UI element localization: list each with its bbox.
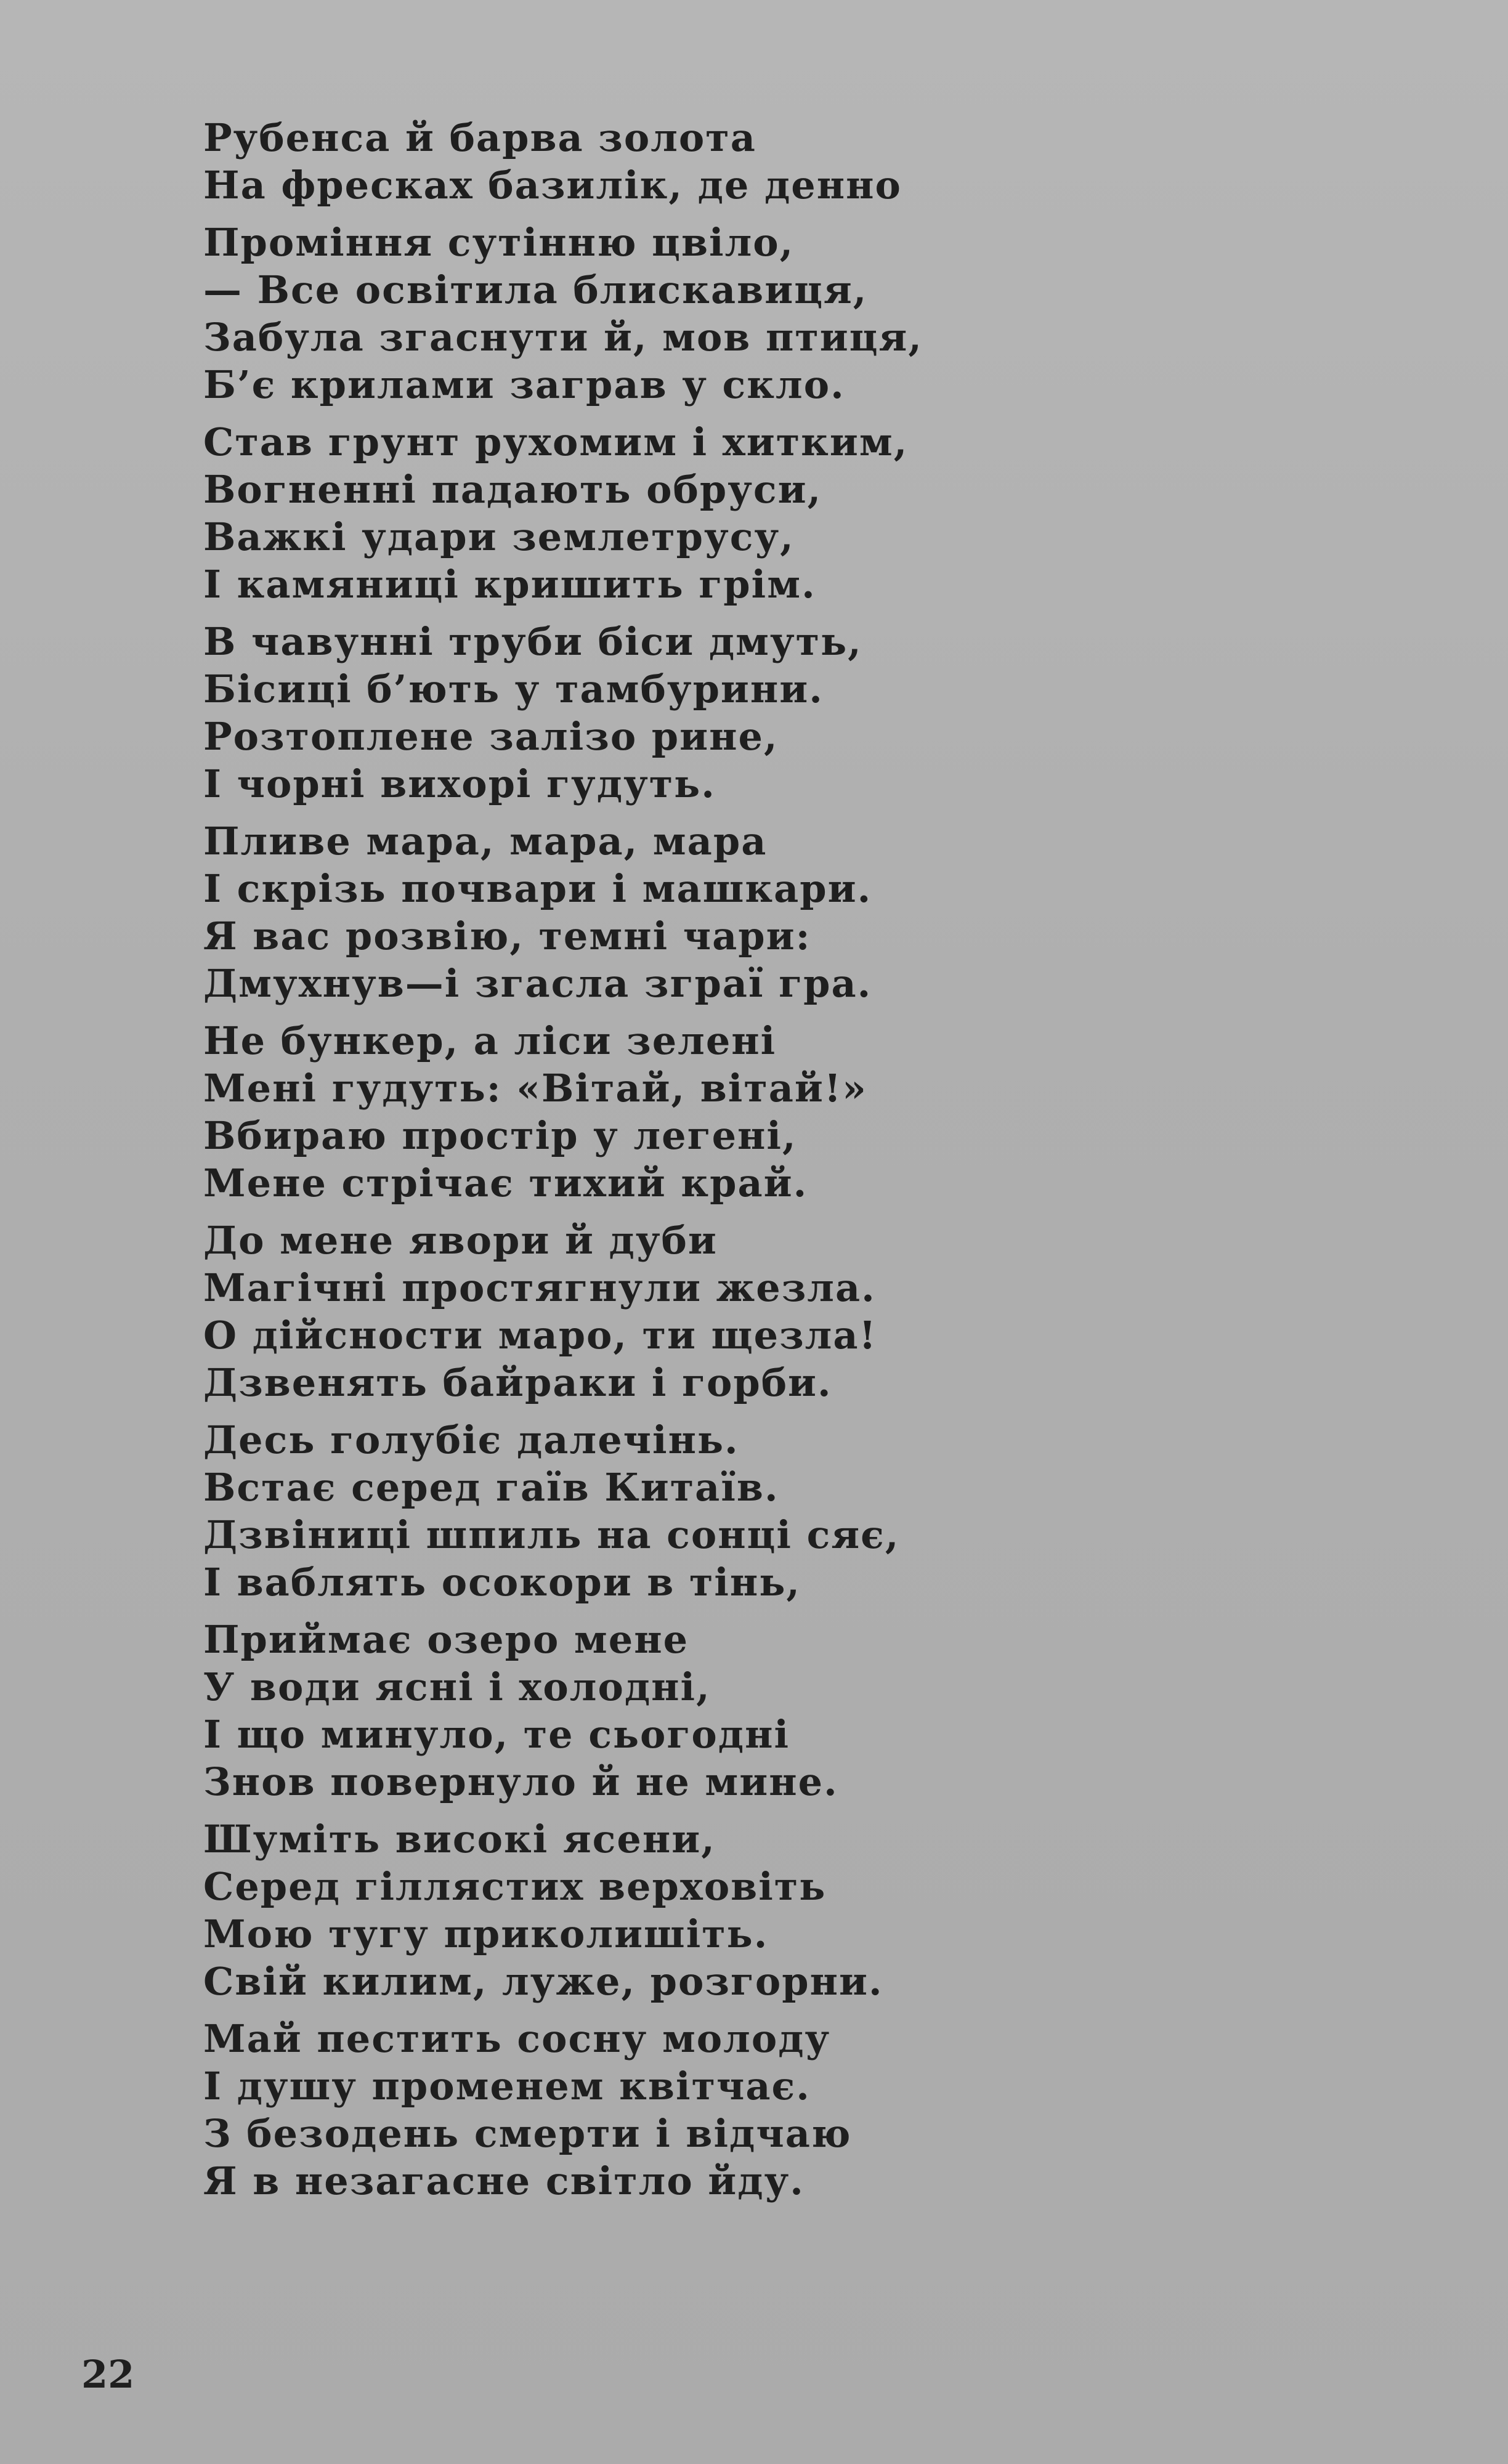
poem-line: І що минуло, те сьогодні: [203, 1712, 790, 1757]
poem-line: Знов повернуло й не мине.: [203, 1759, 838, 1804]
poem-line: Не бункер, а ліси зелені: [203, 1018, 777, 1063]
poem-line: Став грунт рухомим і хитким,: [203, 419, 909, 464]
stanza: [203, 1217, 1127, 1406]
poem-line: Вогненні падають обруси,: [203, 467, 822, 512]
poem-line: Мені гудуть: «Вітай, вітай!»: [203, 1066, 867, 1111]
stanza: [203, 219, 1127, 408]
stanza: [203, 1616, 1127, 1805]
poem-line: Дзвіниці шпиль на сонці сяє,: [203, 1512, 900, 1557]
poem-line: Магічні простягнули жезла.: [203, 1265, 876, 1310]
poem-line: Серед гіллястих верховіть: [203, 1864, 827, 1909]
poem-line: І чорні вихорі гудуть.: [203, 761, 716, 806]
poem-line: Мою тугу приколишіть.: [203, 1911, 769, 1956]
poem-line: Десь голубіє далечінь.: [203, 1417, 739, 1462]
poem-line: О дійсности маро, ти щезла!: [203, 1313, 877, 1358]
poem-line: Свій килим, луже, розгорни.: [203, 1959, 883, 2004]
poem-text: [203, 114, 1127, 2215]
page-number: 22: [81, 2352, 135, 2397]
poem-line: — Все освітила блискавиця,: [203, 267, 868, 312]
poem-line: Я вас розвію, темні чари:: [203, 914, 811, 958]
poem-line: У води ясні і холодні,: [203, 1664, 711, 1709]
poem-line: Рубенса й барва золота: [203, 115, 756, 160]
poem-line: Проміння сутінню цвіло,: [203, 220, 795, 265]
poem-line: І ваблять осокори в тінь,: [203, 1560, 801, 1605]
poem-line: Дзвенять байраки і горби.: [203, 1360, 832, 1405]
poem-line: Мене стрічає тихий край.: [203, 1161, 808, 1206]
poem-line: Шуміть високі ясени,: [203, 1817, 716, 1862]
poem-line: Пливе мара, мара, мара: [203, 819, 768, 864]
poem-line: З безодень смерти і відчаю: [203, 2111, 852, 2156]
poem-line: Дмухнув—і згасла зграї гра.: [203, 961, 872, 1006]
stanza: [203, 817, 1127, 1007]
poem-line: Важкі удари землетрусу,: [203, 514, 795, 559]
stanza: [203, 418, 1127, 608]
stanza: [203, 1815, 1127, 2005]
poem-line: Май пестить сосну молоду: [203, 2016, 831, 2061]
poem-line: Розтоплене залізо рине,: [203, 714, 779, 759]
stanza: [203, 114, 1127, 209]
poem-line: До мене явори й дуби: [203, 1218, 718, 1263]
poem-line: І душу променем квітчає.: [203, 2064, 811, 2109]
poem-line: Б’є крилами заграв у скло.: [203, 362, 845, 407]
stanza: [203, 2015, 1127, 2205]
poem-line: На фресках базилік, де денно: [203, 163, 902, 208]
poem-line: В чавунні труби біси дмуть,: [203, 619, 862, 664]
poem-line: Встає серед гаїв Китаїв.: [203, 1465, 779, 1510]
stanza: [203, 1416, 1127, 1606]
poem-line: І скрізь почвари і машкари.: [203, 866, 872, 911]
stanza: [203, 618, 1127, 808]
poem-line: Забула згаснути й, мов птиця,: [203, 315, 923, 360]
poem-line: І камяниці кришить грім.: [203, 562, 816, 607]
poem-line: Вбираю простір у легені,: [203, 1113, 797, 1158]
poem-line: Бісиці б’ють у тамбурини.: [203, 667, 824, 711]
poem-line: Приймає озеро мене: [203, 1617, 689, 1662]
stanza: [203, 1017, 1127, 1207]
poem-line: Я в незагасне світло йду.: [203, 2158, 805, 2203]
